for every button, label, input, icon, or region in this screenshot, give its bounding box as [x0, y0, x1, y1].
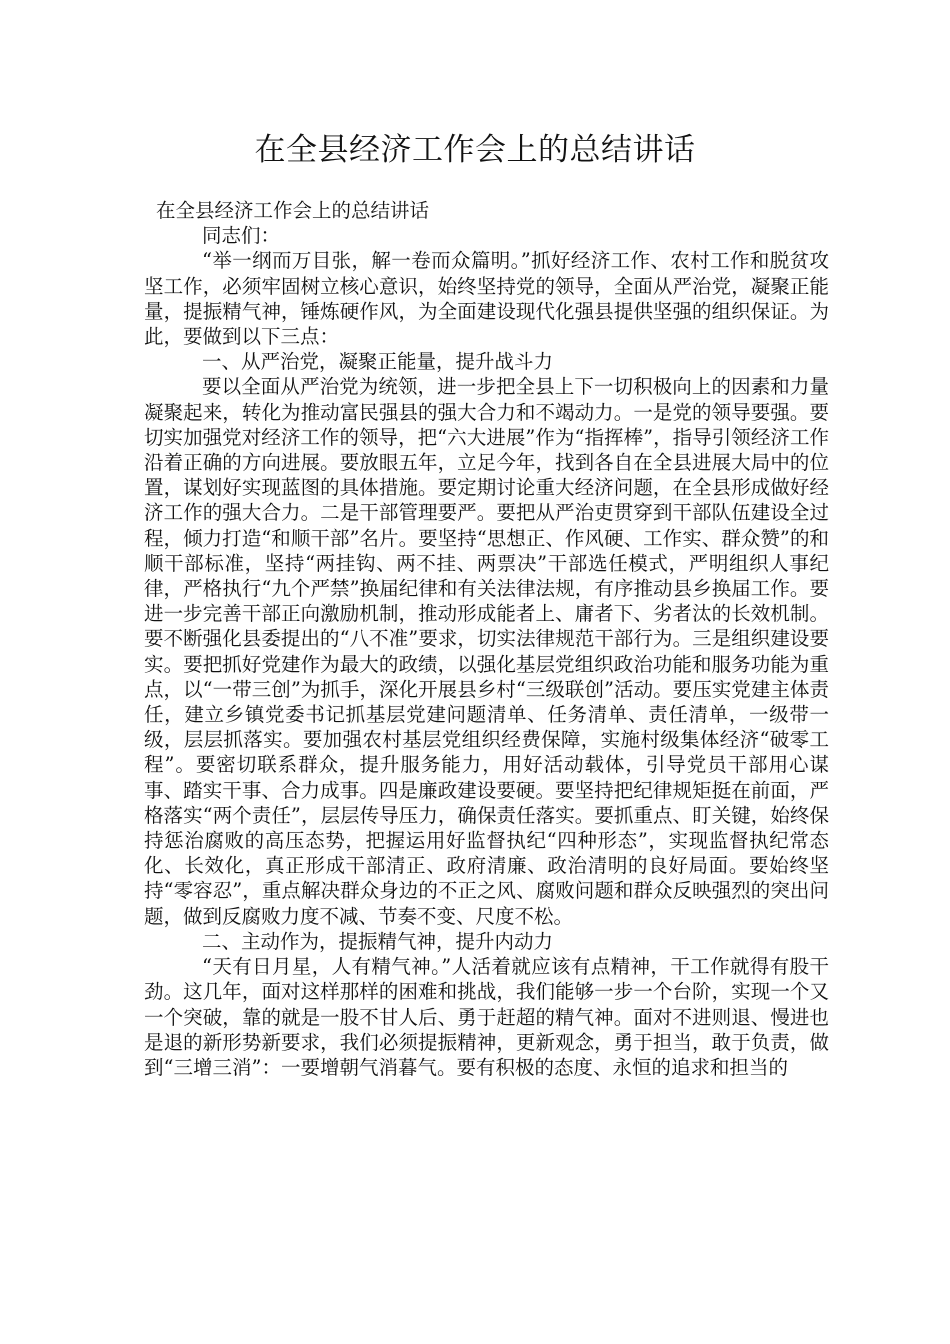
- section-heading-1: 一、从严治党，凝聚正能量，提升战斗力: [202, 350, 554, 374]
- section-heading-2: 二、主动作为，提振精气神，提升内动力: [202, 929, 554, 953]
- paragraph-section-2: “天有日月星，人有精气神。”人活着就应该有点精神，干工作就得有股干劲。这几年，面对这样那样的困难和挑战，我们能够一步一个台阶，实现一个又一个突破，靠的就是一股不甘人后、勇于赶超的精气神。面对不进则退、慢进也是退的新形势新要求，我们必须提振精神，更新观念，勇于担当，敢于负责，做到“三增三消”：一要增朝气消暮气。要有积极的态度、永恒的追求和担当的: [144, 955, 829, 1079]
- paragraph-intro: “举一纲而万目张，解一卷而众篇明。”抓好经济工作、农村工作和脱贫攻坚工作，必须牢固树立核心意识，始终坚持党的领导，全面从严治党，凝聚正能量，提振精气神，锤炼硬作风，为全面建设现代化强县提供坚强的组织保证。为此，要做到以下三点：: [144, 249, 829, 349]
- document-body: [144, 198, 829, 1080]
- greeting: 同志们：: [202, 224, 281, 248]
- document-title: 在全县经济工作会上的总结讲话: [254, 132, 696, 168]
- document-subtitle: 在全县经济工作会上的总结讲话: [156, 199, 430, 222]
- paragraph-section-1: 要以全面从严治党为统领，进一步把全县上下一切积极向上的因素和力量凝聚起来，转化为推动富民强县的强大合力和不竭动力。一是党的领导要强。要切实加强党对经济工作的领导，把“六大进展”作为“指挥棒”，指导引领经济工作沿着正确的方向进展。要放眼五年，立足今年，找到各自在全县进展大局中的位置，谋划好实现蓝图的具体措施。要定期讨论重大经济问题，在全县形成做好经济工作的强大合力。二是干部管理要严。要把从严治吏贯穿到干部队伍建设全过程，倾力打造“和顺干部”名片。要坚持“思想正、作风硬、工作实、群众赞”的和顺干部标准，坚持“两挂钩、两不挂、两票决”干部选任模式，严明组织人事纪律，严格执行“九个严禁”换届纪律和有关法律法规，有序推动县乡换届工作。要进一步完善干部正向激励机制，推动形成能者上、庸者下、劣者汰的长效机制。要不断强化县委提出的“八不准”要求，切实法律规范干部行为。三是组织建设要实。要把抓好党建作为最大的政绩，以强化基层党组织政治功能和服务功能为重点，以“一带三创”为抓手，深化开展县乡村“三级联创”活动。要压实党建主体责任，建立乡镇党委书记抓基层党建问题清单、任务清单、责任清单，一级带一级，层层抓落实。要加强农村基层党组织经费保障，实施村级集体经济“破零工程”。要密切联系群众，提升服务能力，用好活动载体，引导党员干部用心谋事、踏实干事、合力成事。四是廉政建设要硬。要坚持把纪律规矩挺在前面，严格落实“两个责任”，层层传导压力，确保责任落实。要抓重点、盯关键，始终保持惩治腐败的高压态势，把握运用好监督执纪“四种形态”，实现监督执纪常态化、长效化，真正形成干部清正、政府清廉、政治清明的良好局面。要始终坚持“零容忍”，重点解决群众身边的不正之风、腐败问题和群众反映强烈的突出问题，做到反腐败力度不减、节奏不变、尺度不松。: [144, 375, 829, 928]
